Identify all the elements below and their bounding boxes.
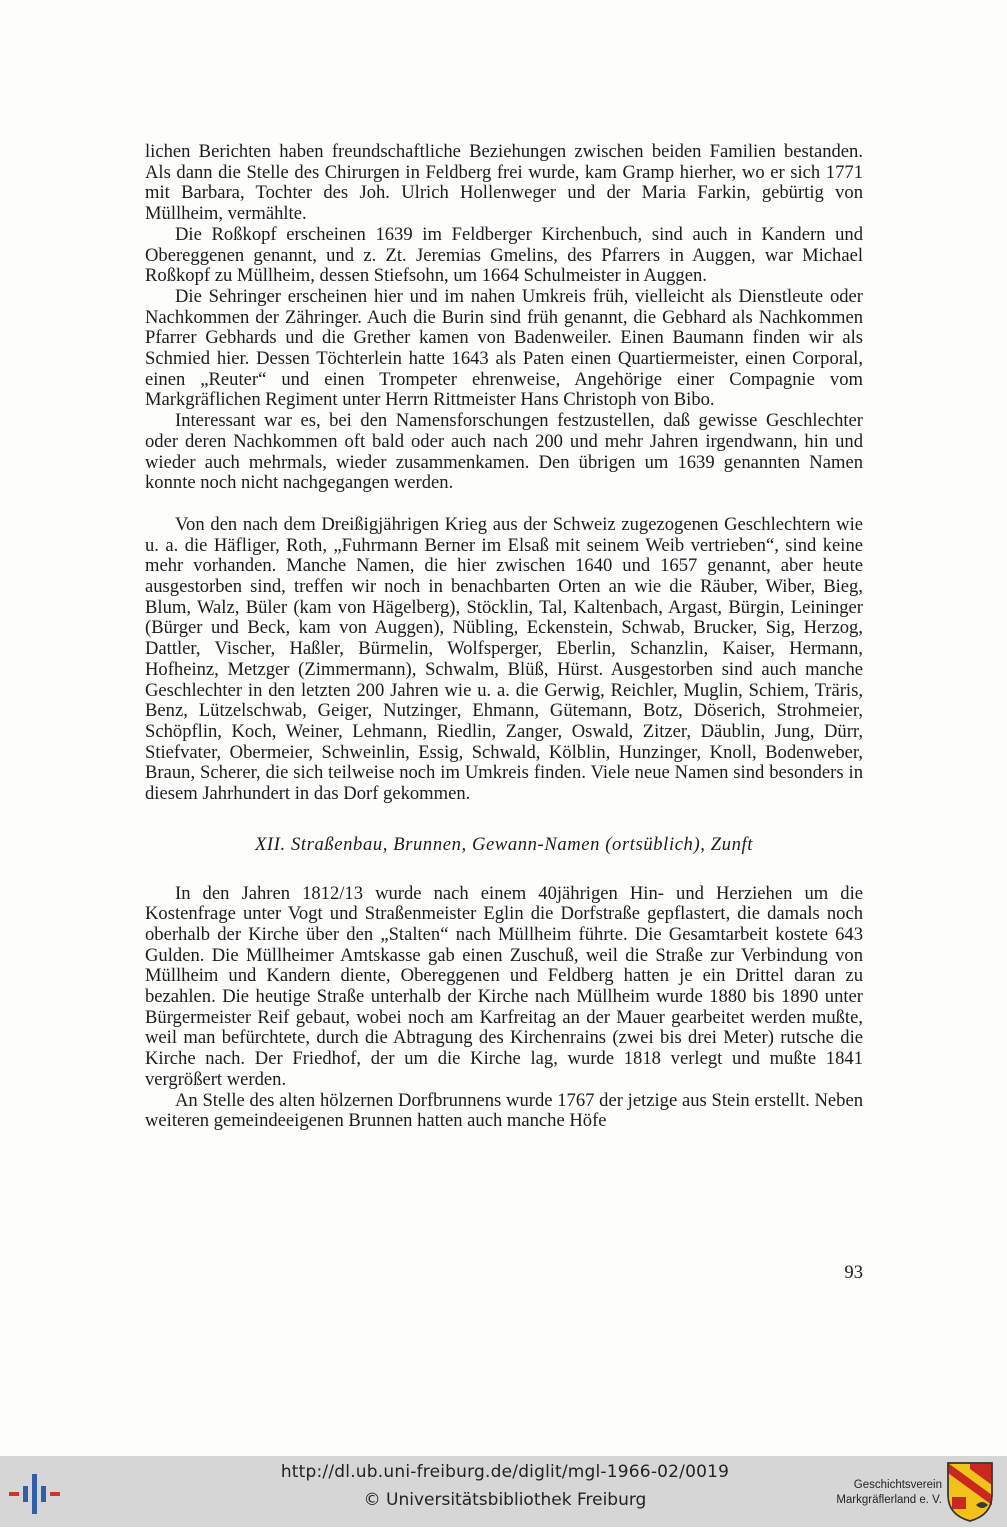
paragraph: Die Roßkopf erscheinen 1639 im Feldberger Kirchenbuch, sind auch in Kandern und Obereggenen genannt, und z. Zt. Jeremias Gmelins, des Pfarrers in Auggen, war Michael Roßkopf zu Müllheim, dessen Stiefsohn, um 1664 Schulmeister in Auggen.: [145, 223, 863, 287]
page-body: [145, 142, 863, 1132]
paragraph: An Stelle des alten hölzernen Dorfbrunnens wurde 1767 der jetzige aus Stein erstellt. Neben weiteren gemeindeeigenen Brunnen hatten auch manche Höfe: [145, 1089, 863, 1132]
ub-freiburg-logo-icon: [9, 1468, 65, 1518]
section-heading: XII. Straßenbau, Brunnen, Gewann-Namen (ortsüblich), Zunft: [254, 833, 754, 855]
society-name: [800, 1478, 942, 1508]
page-number: 93: [844, 1262, 863, 1283]
paragraph: Interessant war es, bei den Namensforschungen festzustellen, daß gewisse Geschlechter oder deren Nachkommen oft bald oder auch nach 200 und mehr Jahren irgendwann, hin und wieder auch mehrmals, wieder zusammenkamen. Den übrigen um 1639 genannten Namen konnte noch nicht nachgegangen werden.: [145, 410, 863, 494]
society-name-line2: Markgräflerland e. V.: [836, 1494, 942, 1506]
paragraph: In den Jahren 1812/13 wurde nach einem 40jährigen Hin- und Herziehen um die Kostenfrage unter Vogt und Straßenmeister Eglin die Dorfstraße gepflastert, die damals noch oberhalb der Kirche über den „Stalten“ nach Müllheim führte. Die Gesamtarbeit kostete 643 Gulden. Die Müllheimer Amtskasse gab einen Zuschuß, weil die Straße zur Verbindung von Müllheim und Kandern diente, Obereggenen und Feldberg hatten je ein Drittel daran zu bezahlen. Die heutige Straße unterhalb der Kirche nach Müllheim wurde 1880 bis 1890 unter Bürgermeister Reif gebaut, wobei noch am Karfreitag an der Mauer gearbeitet werden mußte, weil man befürchtete, durch die Abtragung des Kirchenrains (zwei bis drei Meter) rutsche die Kirche nach. Der Friedhof, der um die Kirche lag, wurde 1818 verlegt und mußte 1841 vergrößert werden.: [145, 882, 863, 1090]
society-name-line1: Geschichtsverein: [853, 1479, 942, 1491]
footer-bar: [0, 1456, 1007, 1527]
paragraph: lichen Berichten haben freundschaftliche Beziehungen zwischen beiden Familien bestanden. Als dann die Stelle des Chirurgen in Feldberg frei wurde, kam Gramp hierher, wo er sich 1771 mit Barbara, Tochter des Joh. Ulrich Hollenweger und der Maria Farkin, gebürtig von Müllheim, vermählte.: [145, 141, 863, 225]
footer-copyright: © Universitätsbibliothek Freiburg: [363, 1490, 647, 1510]
footer-url-link[interactable]: http://dl.ub.uni-freiburg.de/diglit/mgl-1966-02/0019: [280, 1462, 730, 1482]
paragraph: Von den nach dem Dreißigjährigen Krieg aus der Schweiz zugezogenen Geschlechtern wie u. a. die Häfliger, Roth, „Fuhrmann Berner im Elsaß mit seinem Weib vertrieben“, sind keine mehr vorhanden. Manche Namen, die hier zwischen 1640 und 1657 genannt, aber heute ausgestorben sind, treffen wir noch in benachbarten Orten an wie die Räuber, Wiber, Bieg, Blum, Walz, Büler (kam von Hägelberg), Stöcklin, Tal, Kaltenbach, Argast, Bürgin, Leininger (Bürger und Beck, kam von Auggen), Nübling, Eckenstein, Schwab, Brucker, Sig, Herzog, Dattler, Vischer, Haßler, Bürmelin, Wolfsperger, Eberlin, Schanzlin, Kaiser, Hermann, Hofheinz, Metzger (Zimmermann), Schwalm, Blüß, Hürst. Ausgestorben sind auch manche Geschlechter in den letzten 200 Jahren wie u. a. die Gerwig, Reichler, Muglin, Schiem, Träris, Benz, Lützelschwab, Geiger, Nutzinger, Ehmann, Gütemann, Botz, Döserich, Strohmeier, Schöpflin, Koch, Weiner, Lehmann, Riedlin, Zanger, Oswald, Zitzer, Däublin, Jung, Dürr, Stiefvater, Obermeier, Schweinlin, Essig, Schwald, Kölblin, Hunzinger, Knoll, Bodenweber, Braun, Scherer, die sich teilweise noch im Umkreis finden. Viele neue Namen sind besonders in diesem Jahrhundert in das Dorf gekommen.: [145, 513, 863, 805]
coat-of-arms-icon: [946, 1461, 994, 1523]
paragraph: Die Sehringer erscheinen hier und im nahen Umkreis früh, vielleicht als Dienstleute oder Nachkommen der Zähringer. Auch die Burin sind früh genannt, die Gebhard als Nachkommen Pfarrer Gebhards und die Grether kamen von Badenweiler. Einen Baumann finden wir als Schmied hier. Dessen Töchterlein hatte 1643 als Paten einen Quartiermeister, einen Corporal, einen „Reuter“ und einen Trompeter ehrenweise, Angehörige einer Compagnie vom Markgräflichen Regiment unter Herrn Rittmeister Hans Christoph von Bibo.: [145, 285, 863, 411]
